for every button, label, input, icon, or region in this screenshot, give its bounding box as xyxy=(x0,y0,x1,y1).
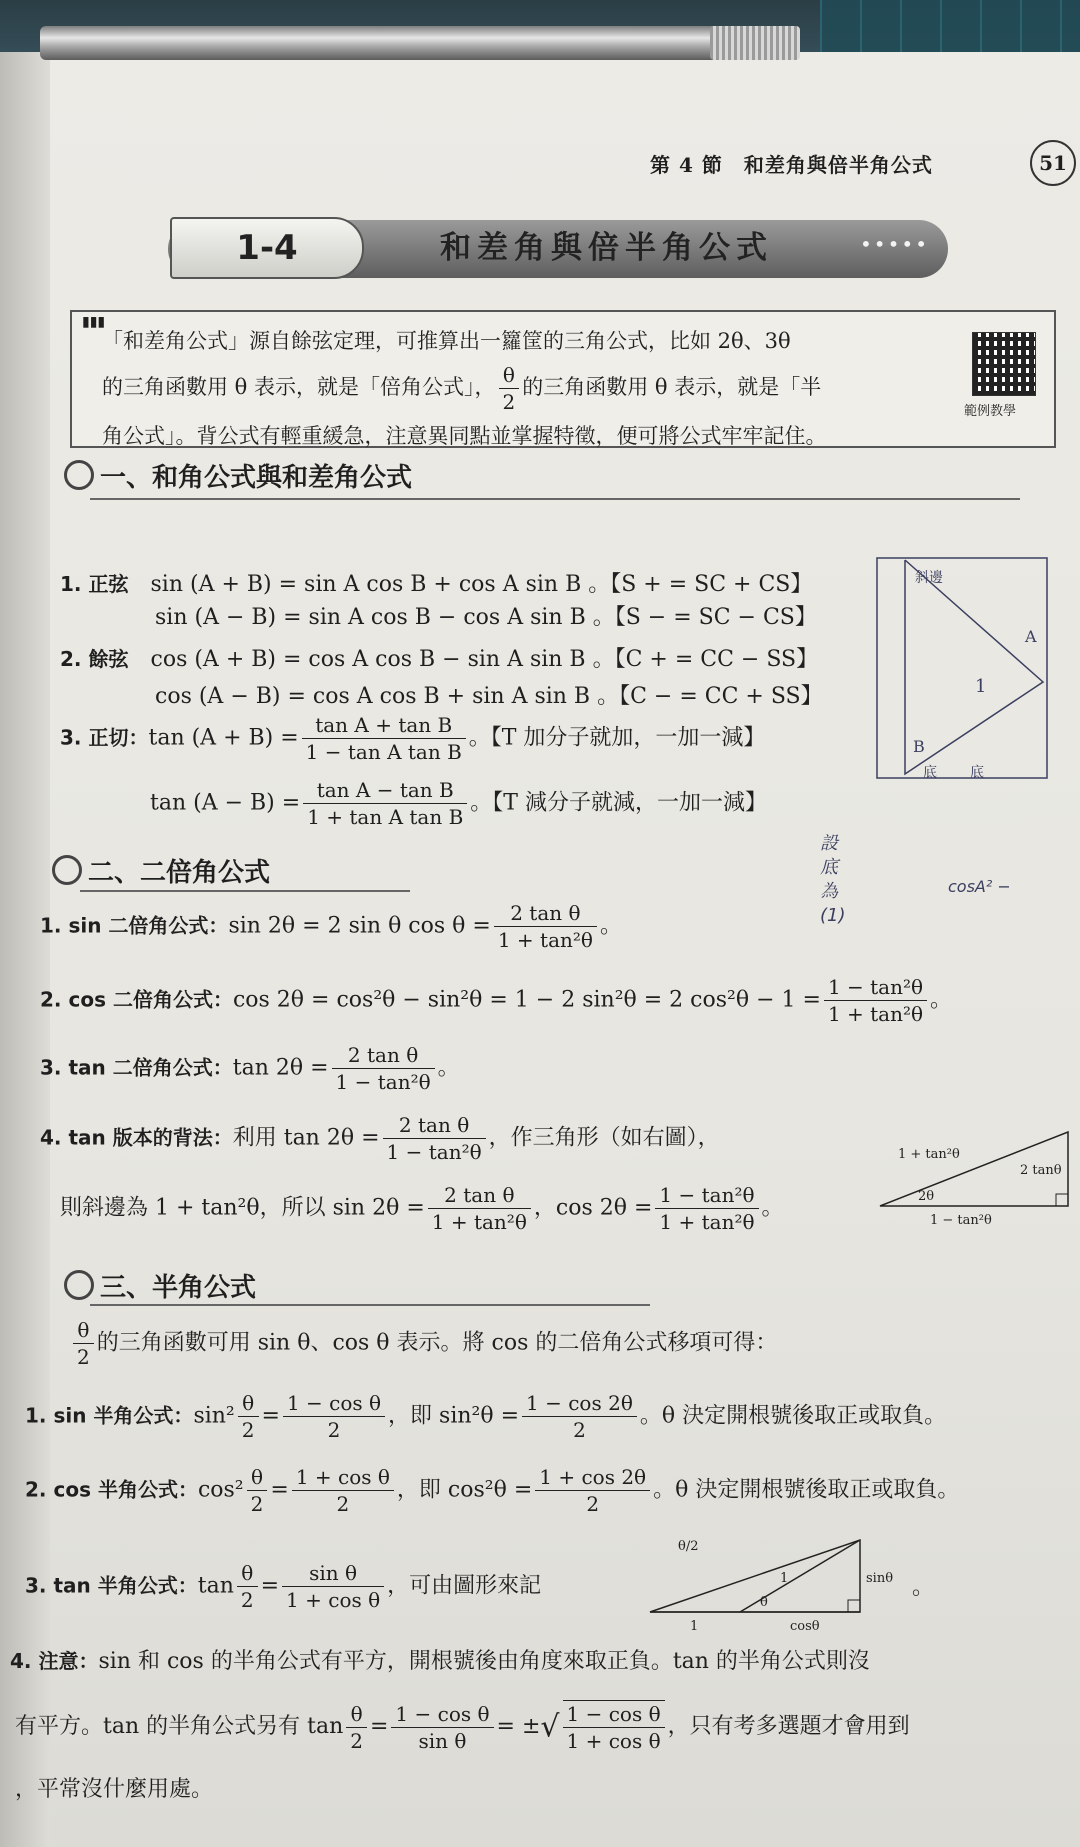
section-3-heading xyxy=(64,1267,256,1304)
sum-sin-formula: sin (A + B) = sin A cos B + cos A sin B 。【S + = SC + CS】 xyxy=(150,572,813,597)
half-cos-lhs: cos² xyxy=(197,1477,244,1503)
half-cos-fraction-2 xyxy=(535,1464,650,1517)
note-row-1 xyxy=(10,1644,870,1675)
tan-memo-fraction xyxy=(383,1112,486,1165)
double-tan-lhs: tan 2θ = xyxy=(232,1055,329,1081)
note-text-2a: 有平方。tan 的半角公式另有 tan xyxy=(15,1714,344,1739)
half-sin-arg xyxy=(238,1390,259,1443)
hw-label-base2: 底 xyxy=(970,765,984,781)
half-tan-eq: = xyxy=(260,1573,280,1599)
note-fraction xyxy=(391,1701,493,1754)
double-sin-den: 1 + tan²θ xyxy=(497,928,593,952)
banner-dots: ••••• xyxy=(860,232,929,256)
half-cos-fraction xyxy=(292,1464,394,1517)
note-den: sin θ xyxy=(418,1728,467,1753)
hyp-sin-fraction xyxy=(428,1182,531,1235)
intro-line-3: 角公式」。背公式有輕重緩急，注意異同點並掌握特徵，便可將公式牢牢記住。 xyxy=(102,424,827,448)
half-tan-arg-num: θ xyxy=(237,1560,258,1587)
note-arg-den: 2 xyxy=(350,1728,363,1753)
tan-memo-note: ，作三角形（如右圖）， xyxy=(488,1125,720,1151)
hyp-end: 。 xyxy=(761,1195,784,1221)
cos-label: 2. 餘弦 xyxy=(60,647,129,671)
diff-cos-row: cos (A − B) = cos A cos B + sin A sin B 。【C − = CC + SS】 xyxy=(155,684,823,709)
double-sin-end: 。 xyxy=(599,913,622,939)
half-sin-mid: ，即 sin²θ = xyxy=(388,1403,520,1429)
handwritten-triangle-figure xyxy=(875,552,1050,782)
double-tan-label: 3. tan 二倍角公式： xyxy=(40,1055,233,1080)
intro-box xyxy=(70,310,1056,448)
half-cos-den-2: 2 xyxy=(586,1492,600,1516)
section-1-rule xyxy=(90,498,1020,500)
sum-tan-row xyxy=(60,712,765,765)
tan-memo-den: 1 − tan²θ xyxy=(386,1140,482,1164)
double-tan-fraction xyxy=(332,1042,435,1095)
half-cos-row xyxy=(25,1464,959,1517)
half-cos-label: 2. cos 半角公式： xyxy=(25,1477,198,1502)
da-opp-label: 2 tanθ xyxy=(1020,1163,1062,1178)
half-cos-num: 1 + cos θ xyxy=(292,1464,394,1491)
double-tan-row xyxy=(40,1042,460,1095)
half-tan-label: 3. tan 半角公式： xyxy=(25,1573,198,1598)
note-eq: = xyxy=(369,1714,389,1739)
hyp-cos-den: 1 + tan²θ xyxy=(659,1210,755,1234)
intro-line-2 xyxy=(102,362,902,415)
note-row-3: ，平常沒什麼用處。 xyxy=(15,1777,214,1802)
note-num: 1 − cos θ xyxy=(391,1701,493,1728)
section-1-title: 一、和角公式與和差角公式 xyxy=(100,463,413,493)
double-tan-end: 。 xyxy=(437,1055,460,1081)
hw-box xyxy=(877,558,1047,778)
tan-memo-lhs: 利用 tan 2θ = xyxy=(232,1125,380,1151)
diff-tan-den: 1 + tan A tan B xyxy=(307,805,464,829)
half-tan-arg-den: 2 xyxy=(240,1588,254,1612)
ha-theta-label: θ xyxy=(760,1595,768,1610)
diff-sin-row: sin (A − B) = sin A cos B − cos A sin B 。【S − = SC − CS】 xyxy=(155,605,817,630)
hyp-cos-num: 1 − tan²θ xyxy=(655,1182,758,1209)
half-sin-label: 1. sin 半角公式： xyxy=(25,1403,194,1428)
ha-sin-label: sinθ xyxy=(866,1571,894,1586)
intro-fraction xyxy=(499,362,520,415)
diff-tan-fraction xyxy=(303,777,467,830)
hw-label-A: A xyxy=(1025,627,1037,646)
half-sin-arg-den: 2 xyxy=(241,1418,255,1442)
half-sin-den-2: 2 xyxy=(573,1418,586,1442)
sum-tan-lhs: tan (A + B) = xyxy=(148,725,299,751)
qr-code[interactable] xyxy=(972,332,1036,396)
half-cos-den: 2 xyxy=(336,1492,350,1516)
hyp-lhs: 則斜邊為 1 + tan²θ，所以 sin 2θ = xyxy=(60,1195,425,1221)
intro-line-2a: 的三角函數用 θ 表示，就是「倍角公式」， xyxy=(102,375,496,399)
section-1-heading xyxy=(64,457,412,494)
hw-triangle xyxy=(905,560,1043,774)
half-cos-num-2: 1 + cos 2θ xyxy=(535,1464,650,1491)
ha-right-angle xyxy=(848,1600,860,1612)
diff-tan-num: tan A − tan B xyxy=(303,777,467,804)
da-adj-label: 1 − tan²θ xyxy=(930,1213,992,1228)
half-intro-den: 2 xyxy=(77,1345,90,1369)
half-tan-end: 。 xyxy=(912,1575,935,1600)
da-angle-label: 2θ xyxy=(918,1189,935,1204)
half-cos-eq: = xyxy=(270,1477,289,1503)
double-tan-num: 2 tan θ xyxy=(332,1042,435,1069)
half-tan-row xyxy=(25,1560,541,1613)
diff-tan-lhs: tan (A − B) = xyxy=(150,790,301,816)
half-sin-num: 1 − cos θ xyxy=(283,1390,385,1417)
half-intro-row xyxy=(70,1317,777,1370)
sum-tan-den: 1 − tan A tan B xyxy=(305,740,462,764)
double-sin-num: 2 tan θ xyxy=(494,900,597,927)
intro-mark-icon: ▮▮▮ xyxy=(82,314,106,330)
note-root-fraction xyxy=(563,1700,665,1754)
page-number: 51 xyxy=(1030,140,1076,186)
note-arg xyxy=(346,1701,367,1754)
page-content xyxy=(10,52,1080,1847)
qr-label: 範例教學 xyxy=(964,404,1017,419)
tan-memo-num: 2 tan θ xyxy=(383,1112,486,1139)
hw-label-B: B xyxy=(913,737,925,756)
half-sin-fraction xyxy=(283,1390,385,1443)
diff-tan-row xyxy=(150,777,767,830)
half-angle-triangle xyxy=(640,1530,910,1640)
half-sin-fraction-2 xyxy=(522,1390,637,1443)
half-sin-num-2: 1 − cos 2θ xyxy=(522,1390,637,1417)
intro-line-2b: 的三角函數用 θ 表示，就是「半 xyxy=(522,375,822,399)
half-sin-eq: = xyxy=(261,1403,280,1429)
note-text-2b: ，只有考多選題才會用到 xyxy=(667,1714,910,1739)
double-sin-label: 1. sin 二倍角公式： xyxy=(40,913,229,938)
section-2-heading xyxy=(52,852,270,889)
hyp-cos-fraction xyxy=(655,1182,758,1235)
note-pm: = ± xyxy=(496,1714,541,1739)
half-cos-arg xyxy=(247,1464,268,1517)
note-root-den: 1 + cos θ xyxy=(566,1729,661,1753)
half-intro-text: 的三角函數可用 sin θ、cos θ 表示。將 cos 的二倍角公式移項可得： xyxy=(96,1330,778,1356)
double-angle-triangle xyxy=(870,1122,1080,1232)
section-bullet-icon xyxy=(52,855,82,885)
hw-cos-note: cosA² − xyxy=(948,877,1011,896)
sum-cos-formula: cos (A + B) = cos A cos B − sin A sin B 。【C + = CC − SS】 xyxy=(150,647,819,672)
hw-label-hyp: 斜邊 xyxy=(915,570,943,586)
double-cos-label: 2. cos 二倍角公式： xyxy=(40,987,233,1012)
double-tan-den: 1 − tan²θ xyxy=(335,1070,431,1094)
section-bullet-icon xyxy=(64,1270,94,1300)
ha-one-label-b: 1 xyxy=(690,1619,699,1634)
sqrt-icon: √ xyxy=(540,1709,560,1745)
half-sin-den: 2 xyxy=(327,1418,341,1442)
hyp-sin-den: 1 + tan²θ xyxy=(431,1210,527,1234)
hw-label-base1: 底 xyxy=(923,765,937,781)
sum-tan-note: 。【T 加分子就加，一加一減】 xyxy=(468,725,766,751)
section-title: 和差角與倍半角公式 xyxy=(440,230,773,266)
half-sin-row xyxy=(25,1390,946,1443)
ha-inner-line xyxy=(740,1540,860,1612)
half-cos-arg-num: θ xyxy=(247,1464,268,1491)
sum-sin-row xyxy=(60,567,812,598)
half-sin-lhs: sin² xyxy=(193,1403,235,1429)
sum-tan-fraction xyxy=(302,712,466,765)
intro-line-1: 「和差角公式」源自餘弦定理，可推算出一籮筐的三角公式，比如 2θ、3θ xyxy=(102,329,791,353)
intro-text xyxy=(102,320,902,457)
tan-memo-label: 4. tan 版本的背法： xyxy=(40,1125,233,1150)
half-sin-note: 。θ 決定開根號後取正或取負。 xyxy=(639,1403,947,1429)
hyp-sin-num: 2 tan θ xyxy=(428,1182,531,1209)
ha-one-label-a: 1 xyxy=(780,1571,789,1586)
section-3-title: 三、半角公式 xyxy=(100,1273,257,1303)
sum-tan-num: tan A + tan B xyxy=(302,712,466,739)
section-number: 1-4 xyxy=(170,217,364,279)
half-tan-fraction xyxy=(282,1560,384,1613)
section-2-title: 二、二倍角公式 xyxy=(88,858,271,888)
double-cos-end: 。 xyxy=(930,987,953,1013)
ha-cos-label: cosθ xyxy=(790,1619,820,1634)
double-cos-lhs: cos 2θ = cos²θ − sin²θ = 1 − 2 sin²θ = 2 cos²θ − 1 = xyxy=(232,987,821,1013)
half-cos-arg-den: 2 xyxy=(250,1492,264,1516)
half-tan-den: 1 + cos θ xyxy=(286,1588,381,1612)
da-hyp-label: 1 + tan²θ xyxy=(898,1147,960,1162)
double-sin-lhs: sin 2θ = 2 sin θ cos θ = xyxy=(228,913,491,939)
note-root-num: 1 − cos θ xyxy=(563,1701,665,1728)
intro-frac-num: θ xyxy=(499,362,520,389)
diff-tan-note: 。【T 減分子就減，一加一減】 xyxy=(470,790,767,816)
note-label: 4. 注意： xyxy=(10,1649,99,1673)
note-text-1: sin 和 cos 的半角公式有平方，開根號後由角度來取正負。tan 的半角公式則沒 xyxy=(98,1649,870,1674)
tan-memo-row xyxy=(40,1112,720,1165)
section-3-rule xyxy=(90,1304,650,1306)
half-cos-mid: ，即 cos²θ = xyxy=(396,1477,533,1503)
hypotenuse-row xyxy=(60,1182,784,1235)
double-cos-num: 1 − tan²θ xyxy=(824,974,927,1001)
ha-half-label: θ/2 xyxy=(678,1539,699,1554)
hw-side-note: 設底為(1) xyxy=(820,833,846,926)
running-head: 第 4 節 和差角與倍半角公式 xyxy=(650,153,933,177)
half-tan-lhs: tan xyxy=(197,1573,234,1599)
intro-frac-den: 2 xyxy=(502,390,516,414)
half-tan-num: sin θ xyxy=(282,1560,384,1587)
section-2-rule xyxy=(80,890,410,892)
half-intro-num: θ xyxy=(73,1317,94,1344)
half-tan-arg xyxy=(237,1560,258,1613)
tan-label: 3. 正切： xyxy=(60,725,149,750)
sum-cos-row xyxy=(60,642,818,673)
half-tan-note: ，可由圖形來記 xyxy=(387,1573,542,1599)
sin-label: 1. 正弦 xyxy=(60,572,129,596)
half-sin-arg-num: θ xyxy=(238,1390,259,1417)
da-right-angle xyxy=(1056,1194,1068,1206)
hyp-mid: ，cos 2θ = xyxy=(533,1195,653,1221)
half-cos-note: 。θ 決定開根號後取正或取負。 xyxy=(653,1477,960,1503)
double-cos-row xyxy=(40,974,952,1027)
note-arg-num: θ xyxy=(346,1701,367,1728)
double-sin-row xyxy=(40,900,622,953)
half-intro-fraction xyxy=(73,1317,94,1370)
section-bullet-icon xyxy=(64,460,94,490)
hw-label-one: 1 xyxy=(975,676,987,697)
double-cos-fraction xyxy=(824,974,927,1027)
double-cos-den: 1 + tan²θ xyxy=(827,1002,924,1026)
note-row-2 xyxy=(15,1700,910,1754)
double-sin-fraction xyxy=(494,900,597,953)
